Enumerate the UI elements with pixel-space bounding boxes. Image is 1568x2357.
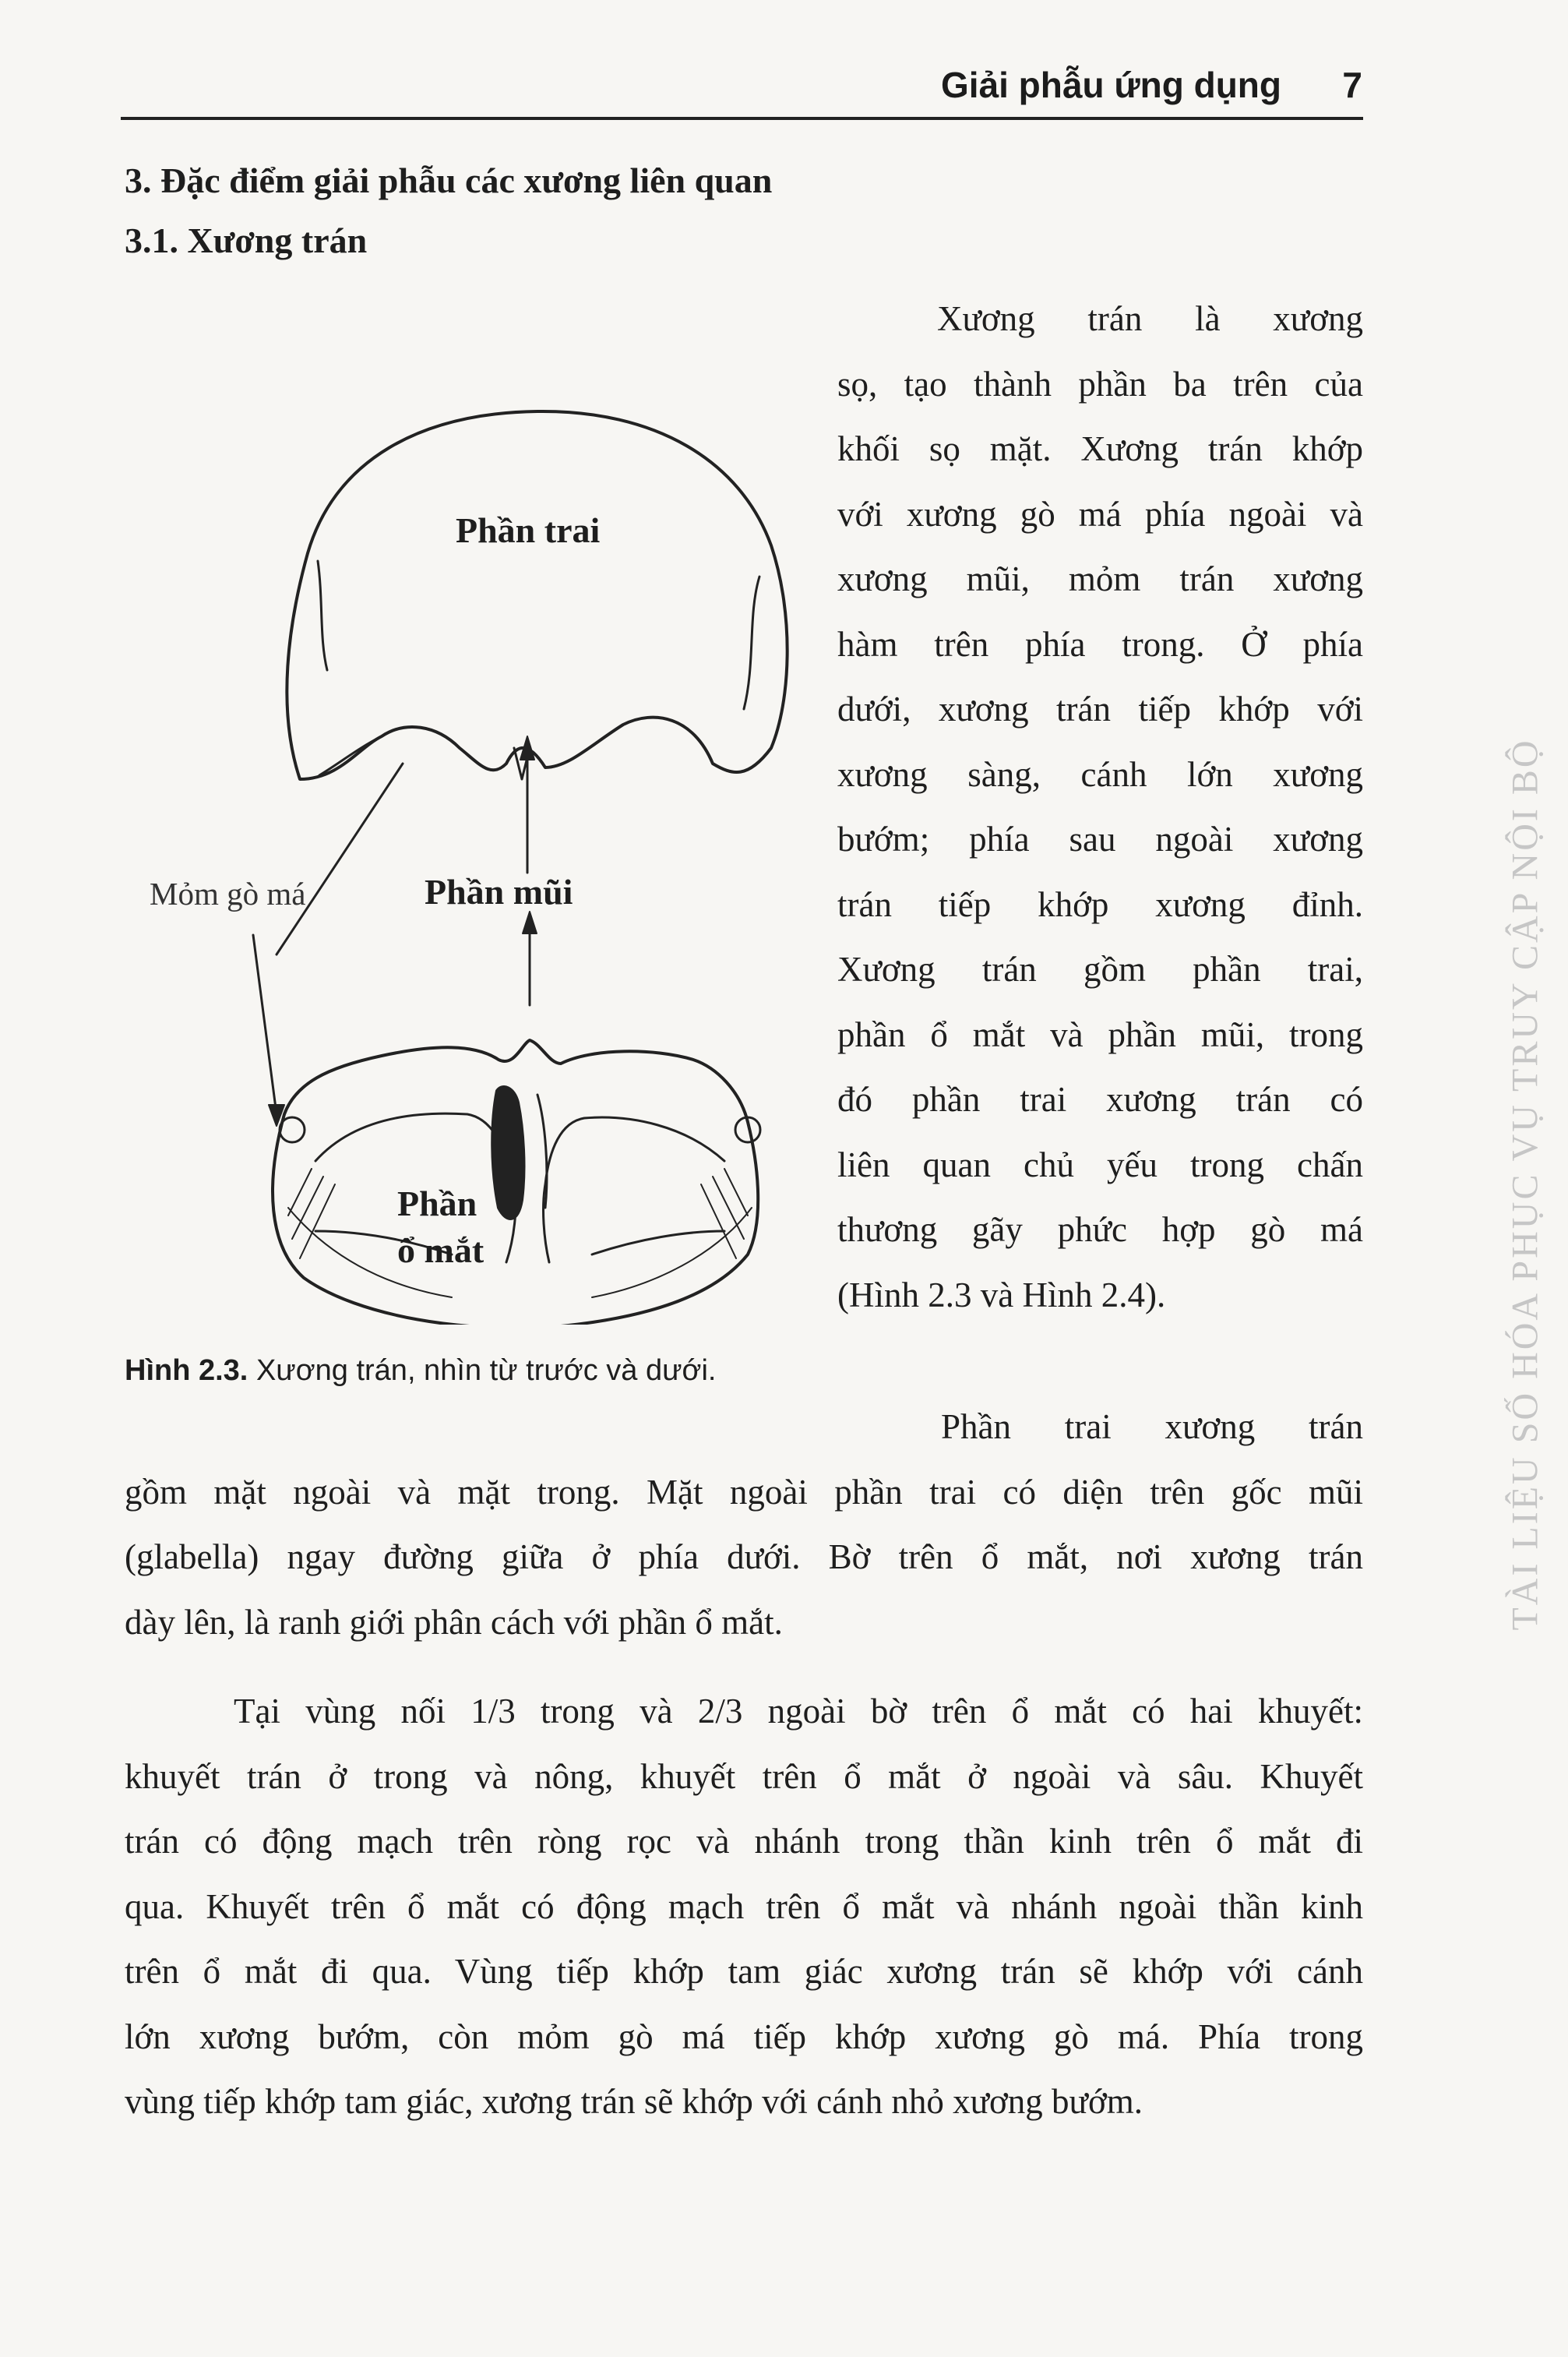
watermark: TÀI LIỆU SỐ HÓA PHỤC VỤ TRUY CẬP NỘI BỘ	[1504, 738, 1546, 1631]
text-line: qua. Khuyết trên ổ mắt có động mạch trên ổ mắt và nhánh ngoài thần kinh	[125, 1886, 1363, 1926]
paragraph-1	[125, 1395, 1363, 1655]
zygomatic-process-label: Mỏm gò má	[150, 876, 306, 912]
text-line: Xương trán là xương	[937, 299, 1363, 338]
squama-outline	[287, 411, 787, 779]
text-line: gồm mặt ngoài và mặt trong. Mặt ngoài phần trai có diện trên gốc mũi	[125, 1472, 1363, 1512]
frontal-bone-illustration	[125, 343, 841, 1325]
text-line: bướm; phía sau ngoài xương	[837, 820, 1363, 859]
text-line: Phần trai xương trán	[941, 1407, 1363, 1446]
text-line: trán có động mạch trên ròng rọc và nhánh trong thần kinh trên ổ mắt đi	[125, 1822, 1363, 1861]
figure-caption	[125, 1354, 716, 1388]
section-heading: 3. Đặc điểm giải phẫu các xương liên quan	[125, 161, 773, 200]
paragraph-2	[125, 1679, 1363, 2135]
text-line: (glabella) ngay đường giữa ở phía dưới. Bờ trên ổ mắt, nơi xương trán	[125, 1537, 1363, 1576]
header-rule	[121, 117, 1363, 120]
text-line: xương mũi, mỏm trán xương	[837, 559, 1363, 598]
frontal-bone-figure	[125, 343, 841, 1325]
text-line: đó phần trai xương trán có	[837, 1080, 1363, 1119]
text-line: khối sọ mặt. Xương trán khớp	[837, 429, 1363, 468]
text-line: hàm trên phía trong. Ở phía	[837, 624, 1363, 664]
squama-label: Phần trai	[456, 510, 601, 550]
text-line: trán tiếp khớp xương đỉnh.	[837, 884, 1363, 924]
text-line: xương sàng, cánh lớn xương	[837, 754, 1363, 794]
page-number: 7	[1342, 65, 1362, 105]
text-line: với xương gò má phía ngoài và	[837, 494, 1363, 534]
text-line: dưới, xương trán tiếp khớp với	[837, 690, 1363, 729]
orbital-part-label-line1: Phần	[397, 1184, 477, 1223]
ethmoid-notch	[492, 1087, 523, 1219]
text-line: (Hình 2.3 và Hình 2.4).	[837, 1275, 1166, 1314]
text-line: dày lên, là ranh giới phân cách với phần ổ mắt.	[125, 1602, 783, 1642]
orbital-part-label-line2: ổ mắt	[397, 1230, 484, 1270]
nasal-part-label: Phần mũi	[425, 872, 573, 912]
text-line: liên quan chủ yếu trong chấn	[837, 1145, 1363, 1184]
side-paragraph	[837, 287, 1363, 1328]
text-line: Tại vùng nối 1/3 trong và 2/3 ngoài bờ trên ổ mắt có hai khuyết:	[234, 1692, 1363, 1731]
figure-number: Hình 2.3.	[125, 1354, 248, 1387]
text-line: Xương trán gồm phần trai,	[837, 950, 1363, 989]
text-line: trên ổ mắt đi qua. Vùng tiếp khớp tam giác xương trán sẽ khớp với cánh	[125, 1952, 1363, 1991]
text-line: vùng tiếp khớp tam giác, xương trán sẽ khớp với cánh nhỏ xương bướm.	[125, 2082, 1143, 2121]
text-line: lớn xương bướm, còn mỏm gò má tiếp khớp xương gò má. Phía trong	[125, 2017, 1363, 2056]
text-line: khuyết trán ở trong và nông, khuyết trên ổ mắt ở ngoài và sâu. Khuyết	[125, 1756, 1363, 1796]
text-line: phần ổ mắt và phần mũi, trong	[837, 1014, 1363, 1054]
subsection-heading: 3.1. Xương trán	[125, 221, 368, 260]
figure-caption-text: Xương trán, nhìn từ trước và dưới.	[255, 1354, 717, 1387]
text-line: sọ, tạo thành phần ba trên của	[837, 364, 1363, 404]
running-title: Giải phẫu ứng dụng	[940, 65, 1281, 105]
text-line: thương gãy phức hợp gò má	[837, 1210, 1363, 1249]
